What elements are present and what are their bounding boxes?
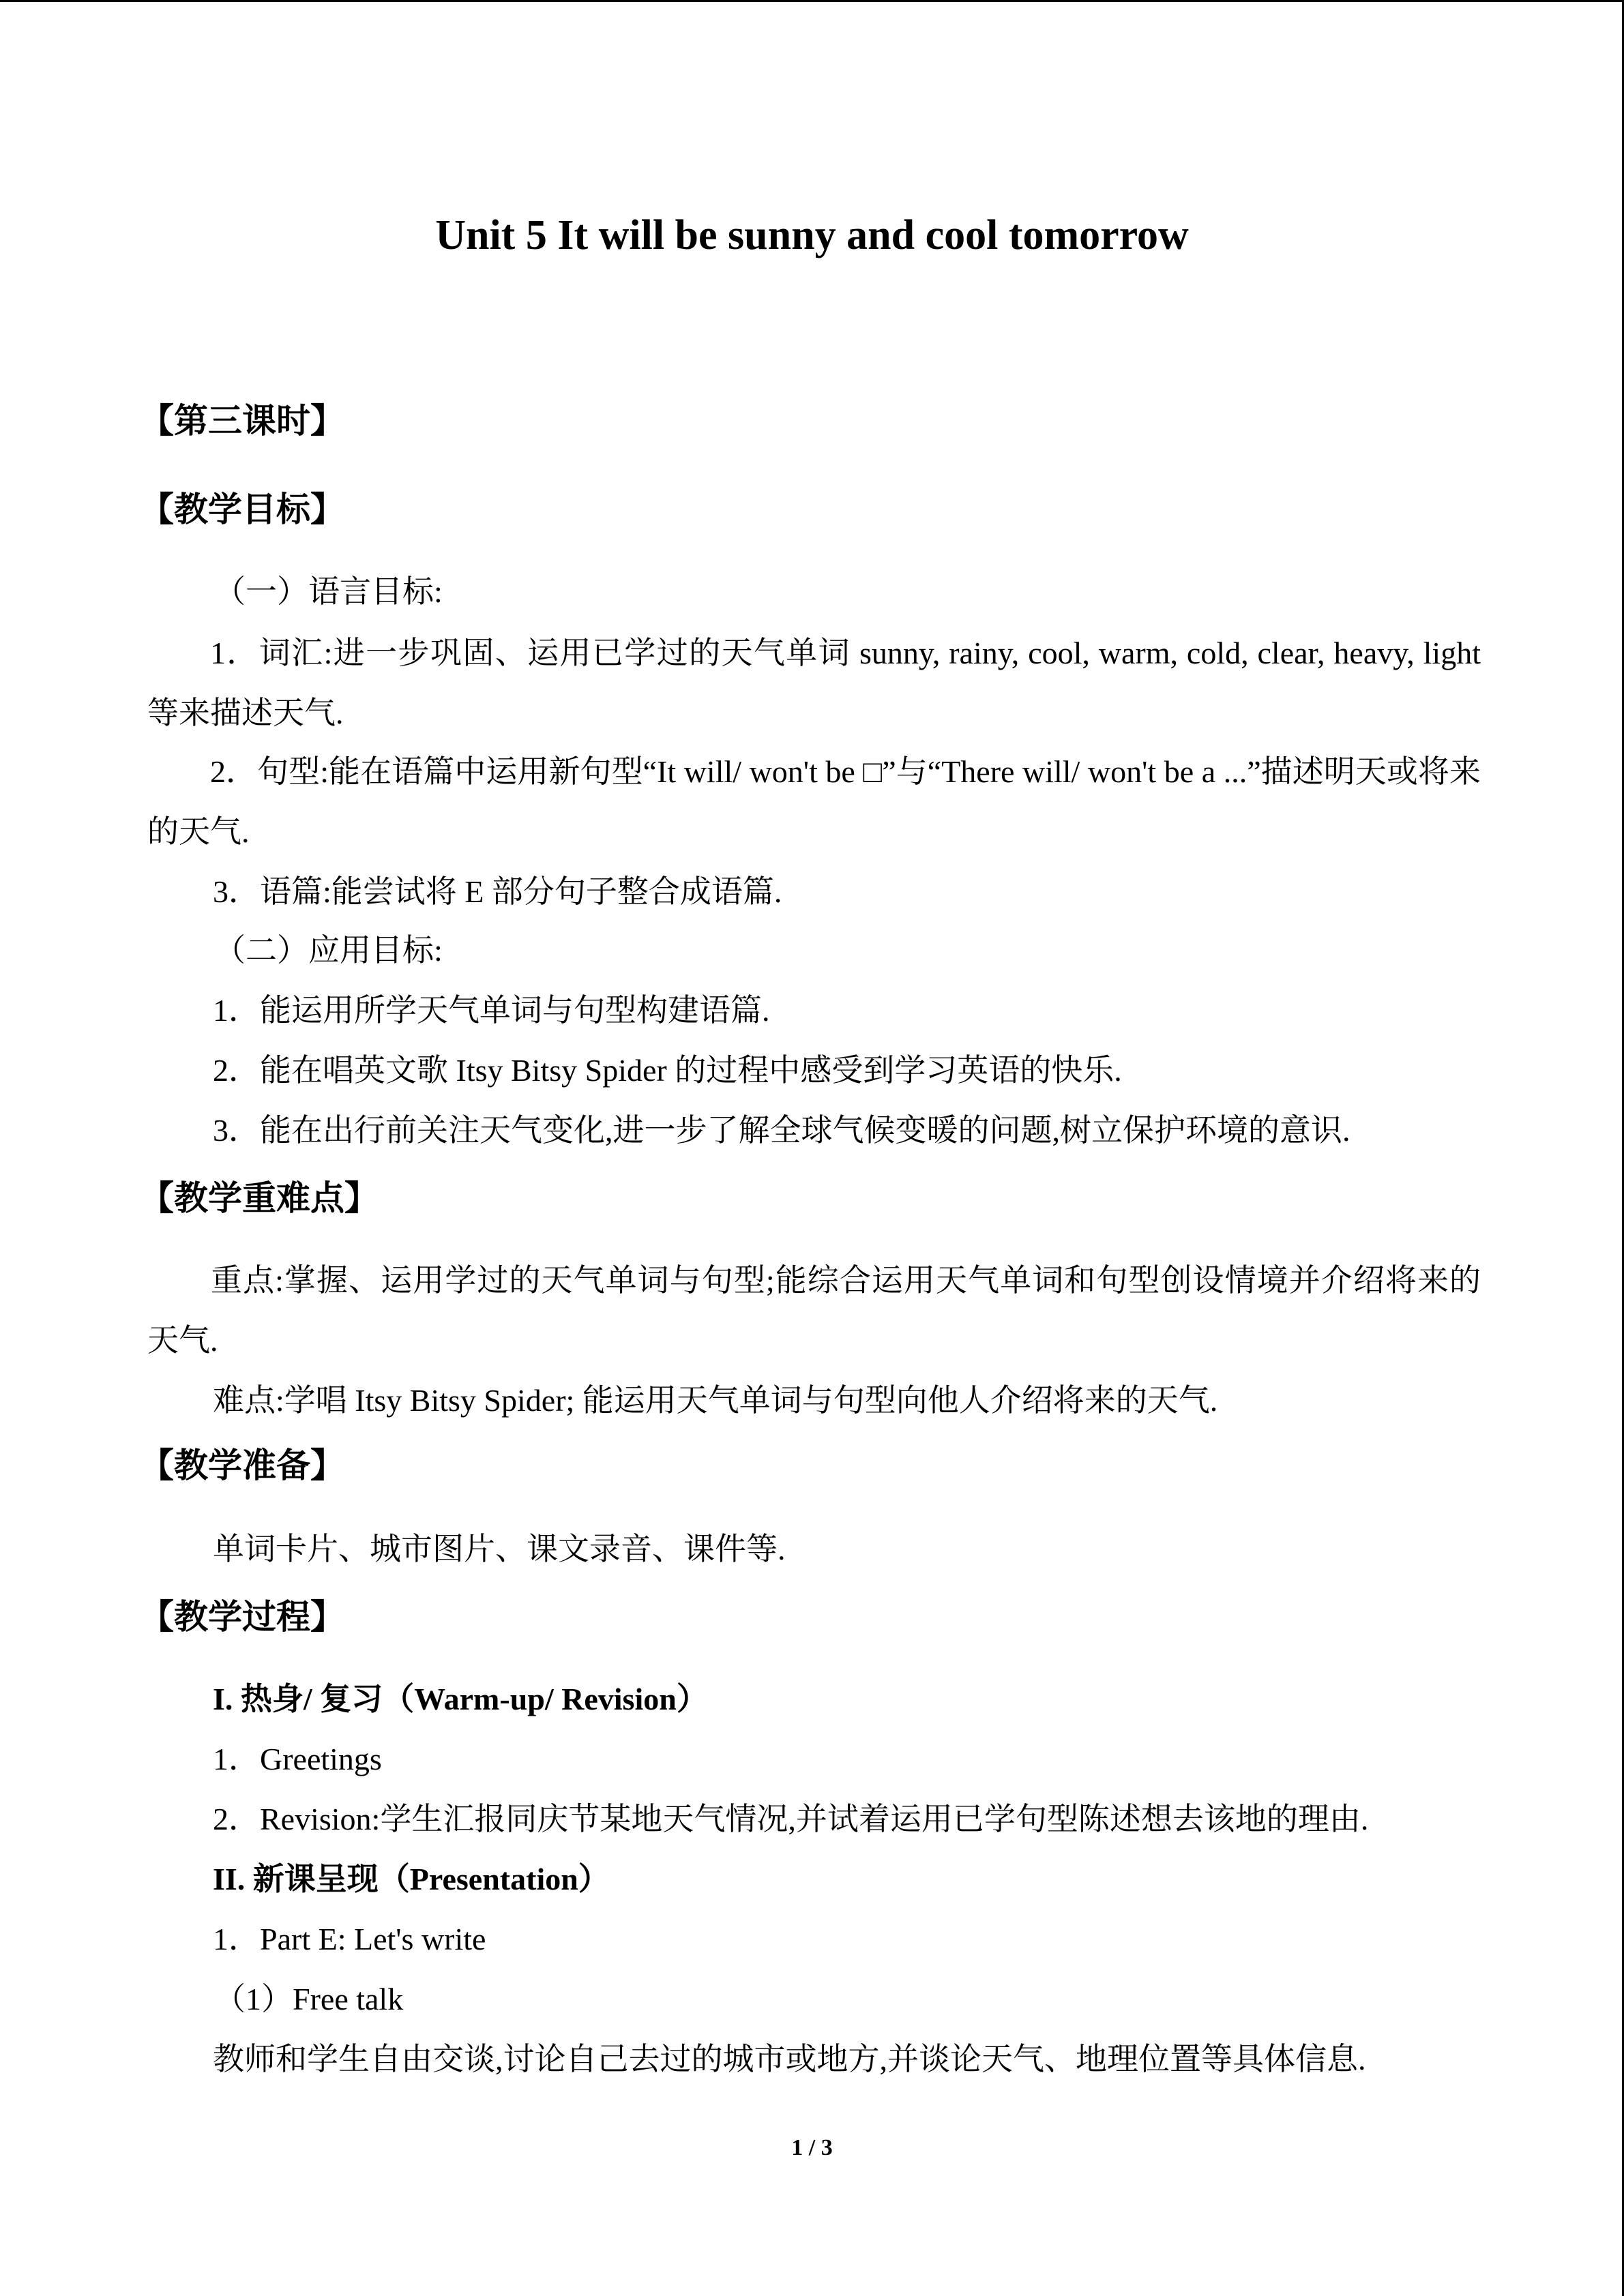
sentence-objective: 2．句型:能在语篇中运用新句型“It will/ won't be □”与“There will/ won't be a ...”描述明天或将来的天气. — [147, 754, 1481, 849]
process-step-1-title: I. 热身/ 复习（Warm-up/ Revision） — [213, 1682, 708, 1716]
section-heading-preparation: 【教学准备】 — [140, 1446, 344, 1485]
application-objective-3: 3．能在出行前关注天气变化,进一步了解全球气候变暖的问题,树立保护环境的意识. — [213, 1113, 1350, 1148]
key-point-text: 重点:掌握、运用学过的天气单词与句型;能综合运用天气单词和句型创设情境并介绍将来的天气. — [147, 1263, 1481, 1358]
process-step-2-title: II. 新课呈现（Presentation） — [213, 1862, 610, 1896]
process-step-1-item-2: 2．Revision:学生汇报同庆节某地天气情况,并试着运用已学句型陈述想去该地的理由. — [213, 1802, 1369, 1836]
difficult-point-text: 难点:学唱 Itsy Bitsy Spider; 能运用天气单词与句型向他人介绍将来的天气. — [213, 1383, 1218, 1418]
application-objective-2: 2．能在唱英文歌 Itsy Bitsy Spider 的过程中感受到学习英语的快乐. — [213, 1053, 1122, 1088]
language-objectives-heading: （一）语言目标: — [214, 574, 443, 609]
process-step-2-item-1: 1．Part E: Let's write — [213, 1922, 486, 1956]
section-heading-objectives: 【教学目标】 — [140, 490, 344, 529]
page-number: 1 / 3 — [791, 2135, 833, 2160]
application-objectives-heading: （二）应用目标: — [214, 933, 443, 968]
discourse-objective: 3．语篇:能尝试将 E 部分句子整合成语篇. — [213, 874, 782, 909]
vocab-objective: 1．词汇:进一步巩固、运用已学过的天气单词 sunny, rainy, cool, warm, cold, clear, heavy, light 等来描述天气. — [147, 636, 1481, 730]
process-step-2-sub-1-text: 教师和学生自由交谈,讨论自己去过的城市或地方,并谈论天气、地理位置等具体信息. — [213, 2042, 1366, 2076]
section-heading-key-points: 【教学重难点】 — [140, 1178, 379, 1218]
application-objective-1: 1．能运用所学天气单词与句型构建语篇. — [213, 993, 770, 1028]
page-top-border — [0, 0, 1624, 2]
section-heading-lesson: 【第三课时】 — [140, 401, 344, 441]
process-step-2-sub-1: （1）Free talk — [214, 1982, 404, 2016]
preparation-text: 单词卡片、城市图片、课文录音、课件等. — [213, 1532, 786, 1566]
document-title: Unit 5 It will be sunny and cool tomorrow — [435, 212, 1189, 258]
process-step-1-item-1: 1．Greetings — [213, 1742, 382, 1776]
section-heading-process: 【教学过程】 — [140, 1597, 344, 1637]
